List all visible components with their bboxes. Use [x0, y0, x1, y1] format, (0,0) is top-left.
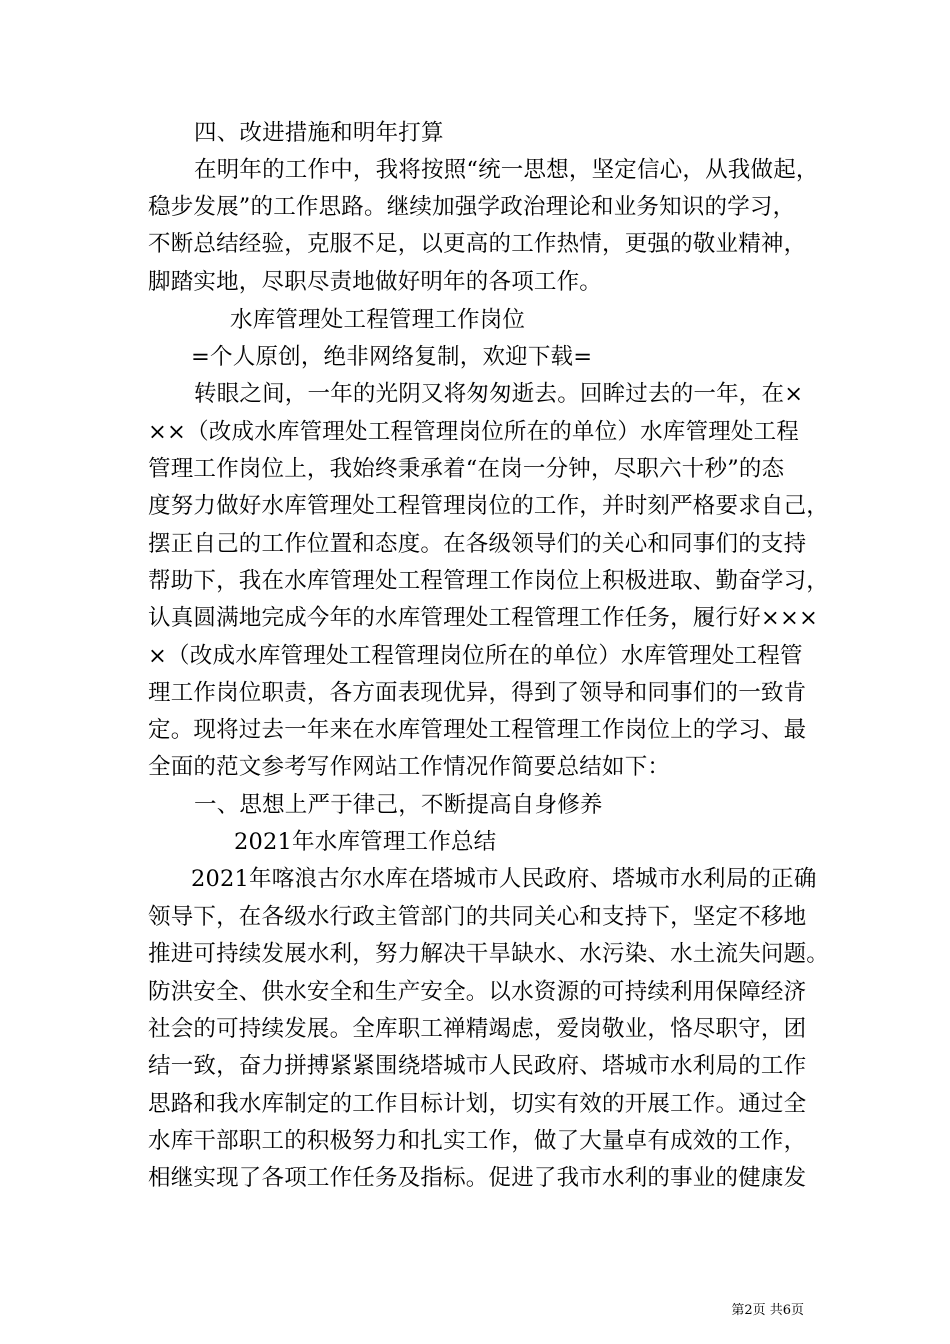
paragraph-line: 相继实现了各项工作任务及指标。促进了我市水利的事业的健康发: [148, 1165, 807, 1191]
paragraph-line: 摆正自己的工作位置和态度。在各级领导们的关心和同事们的支持: [148, 531, 807, 557]
paragraph-line: 定。现将过去一年来在水库管理处工程管理工作岗位上的学习、最: [148, 717, 807, 743]
paragraph-line: 水库干部职工的积极努力和扎实工作，做了大量卓有成效的工作，: [148, 1128, 807, 1154]
original-notice: =个人原创，绝非网络复制，欢迎下载=: [191, 344, 593, 370]
page-number-footer: 第2页 共6页: [731, 1303, 804, 1318]
paragraph-line: 社会的可持续发展。全库职工禅精竭虑，爱岗敬业，恪尽职守，团: [148, 1016, 807, 1042]
document-title: 2021年水库管理工作总结: [234, 829, 497, 855]
paragraph-line: ×（改成水库管理处工程管理岗位所在的单位）水库管理处工程管: [148, 643, 803, 669]
document-title: 水库管理处工程管理工作岗位: [230, 307, 526, 333]
paragraph-line: 结一致，奋力拼搏紧紧围绕塔城市人民政府、塔城市水利局的工作: [148, 1053, 807, 1079]
paragraph-line: 不断总结经验，克服不足，以更高的工作热情，更强的敬业精神，: [148, 231, 807, 257]
paragraph-line: 度努力做好水库管理处工程管理岗位的工作，并时刻严格要求自己，: [148, 493, 830, 519]
paragraph-line: ××（改成水库管理处工程管理岗位所在的单位）水库管理处工程: [148, 419, 800, 445]
paragraph-line: 2021年喀浪古尔水库在塔城市人民政府、塔城市水利局的正确: [191, 866, 817, 892]
paragraph-line: 思路和我水库制定的工作目标计划，切实有效的开展工作。通过全: [148, 1091, 807, 1117]
section-heading: 一、思想上严于律己，不断提高自身修养: [194, 792, 603, 818]
section-heading: 四、改进措施和明年打算: [194, 120, 444, 146]
paragraph-line: 领导下，在各级水行政主管部门的共同关心和支持下，坚定不移地: [148, 904, 807, 930]
paragraph-line: 防洪安全、供水安全和生产安全。以水资源的可持续利用保障经济: [148, 979, 807, 1005]
paragraph-line: 在明年的工作中，我将按照“统一思想，坚定信心，从我做起，: [194, 157, 819, 183]
paragraph-line: 管理工作岗位上，我始终秉承着“在岗一分钟，尽职六十秒”的态: [148, 456, 785, 482]
paragraph-line: 认真圆满地完成今年的水库管理处工程管理工作任务，履行好×××: [148, 605, 819, 631]
paragraph-line: 理工作岗位职责，各方面表现优异，得到了领导和同事们的一致肯: [148, 680, 807, 706]
paragraph-line: 帮助下，我在水库管理处工程管理工作岗位上积极进取、勤奋学习，: [148, 568, 830, 594]
paragraph-line: 全面的范文参考写作网站工作情况作简要总结如下：: [148, 754, 671, 780]
paragraph-line: 稳步发展”的工作思路。继续加强学政治理论和业务知识的学习，: [148, 194, 796, 220]
paragraph-line: 推进可持续发展水利，努力解决干旱缺水、水污染、水土流失问题。: [148, 941, 830, 967]
paragraph-line: 脚踏实地，尽职尽责地做好明年的各项工作。: [148, 269, 603, 295]
paragraph-line: 转眼之间，一年的光阴又将匆匆逝去。回眸过去的一年，在×: [194, 381, 804, 407]
